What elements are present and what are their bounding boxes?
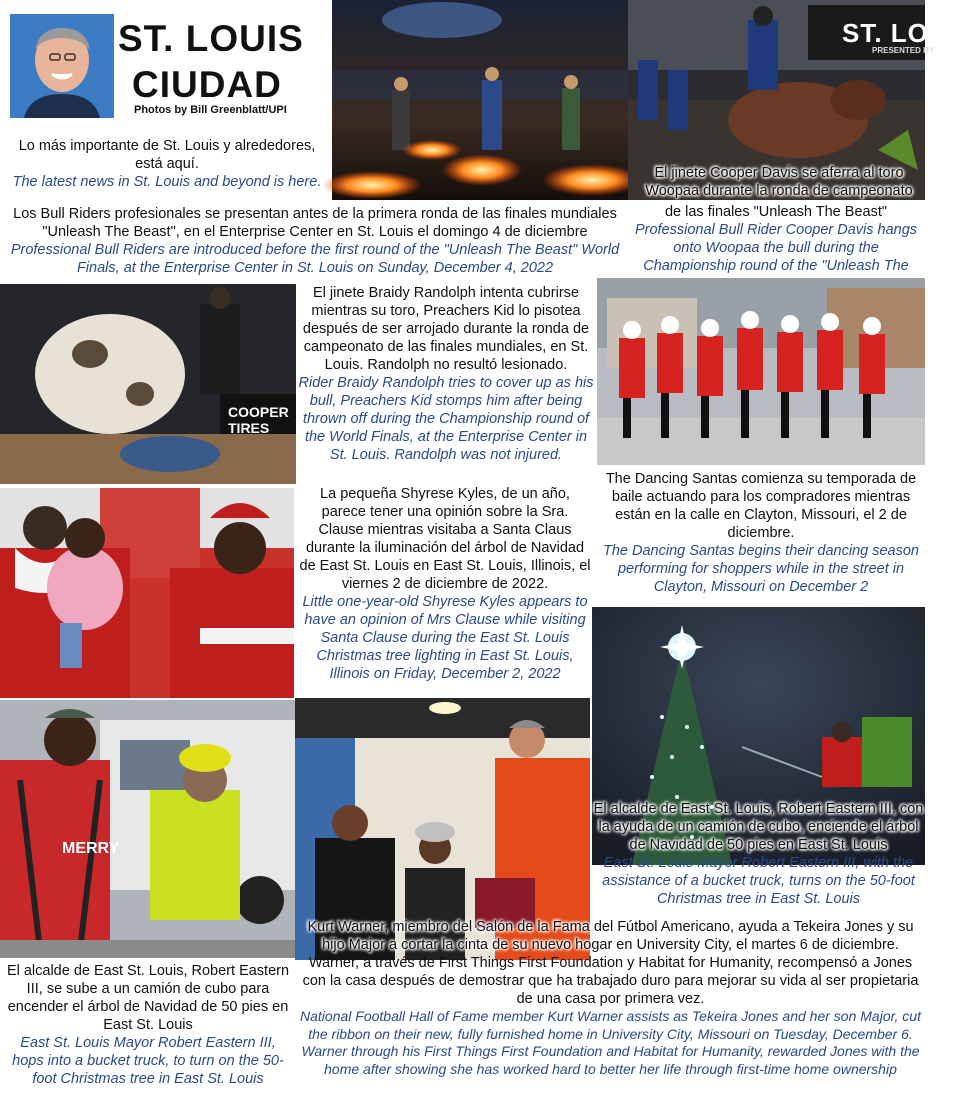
dancing-santas-es: The Dancing Santas comienza su temporada de baile actuando para los compradores mientras están en la calle en Clayton, Missouri, el 2 de diciembre. xyxy=(605,471,917,541)
kurt-warner-es: Warner, a través de First Things First Foundation y Habitat for Humanity, recompensó a Jones con la casa después de demostrar que ha trabajado duro para mejorar su vida al ser propietaria de una casa por primera vez. xyxy=(302,955,919,1007)
braidy-randolph-es: El jinete Braidy Randolph intenta cubrirse mientras su toro, Preachers Kid lo pisotea después de ser arrojado durante la ronda de campeonato de las finales mundiales, en St. Louis. Randolph no resultó lesionado. xyxy=(302,285,590,373)
bull-riders-intro-en: Professional Bull Riders are introduced before the first round of the "Unleash The Beast" World Finals, at the Enterprise Center in St. Louis on Sunday, December 4, 2022 xyxy=(10,242,620,276)
mayor-truck-es: El alcalde de East St. Louis, Robert Eastern III, se sube a un camión de cubo para encender el árbol de Navidad de 50 pies en East St. Louis xyxy=(6,963,290,1033)
shyrese-caption xyxy=(298,485,592,683)
arena-sign-subtext: PRESENTED BY xyxy=(872,46,935,55)
photo-dancing-santas xyxy=(597,278,925,465)
photo-braidy-randolph xyxy=(0,284,296,484)
tree-lighting-es: El alcalde de East St. Louis, Robert Eastern III, con la ayuda de un camión de cubo, enciende el árbol de Navidad de 50 pies en East St. Louis xyxy=(593,801,924,853)
photo-credit: Photos by Bill Greenblatt/UPI xyxy=(134,104,287,116)
masthead-title-line1: ST. LOUIS xyxy=(118,18,304,59)
braidy-randolph-en: Rider Braidy Randolph tries to cover up as his bull, Preachers Kid stomps him after being thrown off during the Championship round of the World Finals, at the Enterprise Center in St. Louis. Randolph was not injured. xyxy=(298,375,594,463)
braidy-randolph-caption xyxy=(298,284,594,464)
intro-text-en: The latest news in St. Louis and beyond is here. xyxy=(12,174,322,190)
photo-mayor-truck xyxy=(0,700,295,958)
cooper-davis-es: de las finales "Unleash The Beast" xyxy=(664,204,888,220)
tree-lighting-caption xyxy=(592,800,925,908)
intro-caption xyxy=(8,137,326,191)
masthead-title-line2: CIUDAD xyxy=(132,64,282,105)
mayor-truck-en: East St. Louis Mayor Robert Eastern III, hops into a bucket truck, to turn on the 50-foot Christmas tree in East St. Louis xyxy=(12,1035,284,1087)
arena-sign-text: ST. LOUIS xyxy=(842,18,975,48)
shyrese-en: Little one-year-old Shyrese Kyles appears to have an opinion of Mrs Clause while visiting Santa Clause during the East St. Louis Christmas tree lighting in East St. Louis, Illinois on Friday, December 2, 2022 xyxy=(302,594,588,682)
cooper-davis-caption-overlay: El jinete Cooper Davis se aferra al toro Woopaa durante la ronda de campeonato xyxy=(645,165,913,199)
kurt-warner-en: National Football Hall of Fame member Kurt Warner assists as Tekeira Jones and her son Major, cut the ribbon on their new, fully furnished home in University City, Missouri on Tuesday, December 6. Warner through his First Things First Foundation and Habitat for Humanity, rewarded Jones with the home after showing she has worked hard to better her life through first-time home ownership xyxy=(300,1008,921,1077)
cooper-davis-en: Professional Bull Rider Cooper Davis hangs onto Woopaa the bull during the Championship round of the "Unleash The xyxy=(634,222,918,274)
bull-riders-intro-caption xyxy=(6,205,624,277)
photo-shyrese-santa xyxy=(0,488,294,698)
photo-bull-riders-intro xyxy=(332,0,628,200)
tires-sign-text: COOPER TIRES xyxy=(228,404,289,436)
columnist-avatar xyxy=(10,14,114,118)
dancing-santas-caption xyxy=(600,470,922,596)
intro-text-es: Lo más importante de St. Louis y alrededores, está aquí. xyxy=(18,138,316,172)
shyrese-es: La pequeña Shyrese Kyles, de un año, parece tener una opinión sobre la Sra. Clause mientras visitaba a Santa Claus durante la iluminación del árbol de Navidad de East St. Louis en East St. Louis, Illinois, el viernes 2 de diciembre de 2022. xyxy=(299,486,591,592)
mayor-truck-caption xyxy=(4,962,292,1088)
dancing-santas-en: The Dancing Santas begins their dancing season performing for shoppers while in the street in Clayton, Missouri on December 2 xyxy=(603,543,919,595)
kurt-warner-es-overlay: Kurt Warner, miembro del Salón de la Fama del Fútbol Americano, ayuda a Tekeira Jones y su hijo Major a cortar la cinta de su nuevo hogar en University City, el martes 6 de diciembre. xyxy=(307,919,914,953)
header xyxy=(0,0,332,200)
kurt-warner-caption xyxy=(296,918,925,1078)
bull-riders-intro-es: Los Bull Riders profesionales se presentan antes de la primera ronda de las finales mundiales "Unleash The Beast", en el Enterprise Center en St. Louis el domingo 4 de diciembre xyxy=(13,206,617,240)
shirt-text: MERRY xyxy=(62,840,120,857)
tree-lighting-en: East St. Louis Mayor Robert Eastern III, with the assistance of a bucket truck, turns on the 50-foot Christmas tree in East St. Louis xyxy=(602,855,915,907)
